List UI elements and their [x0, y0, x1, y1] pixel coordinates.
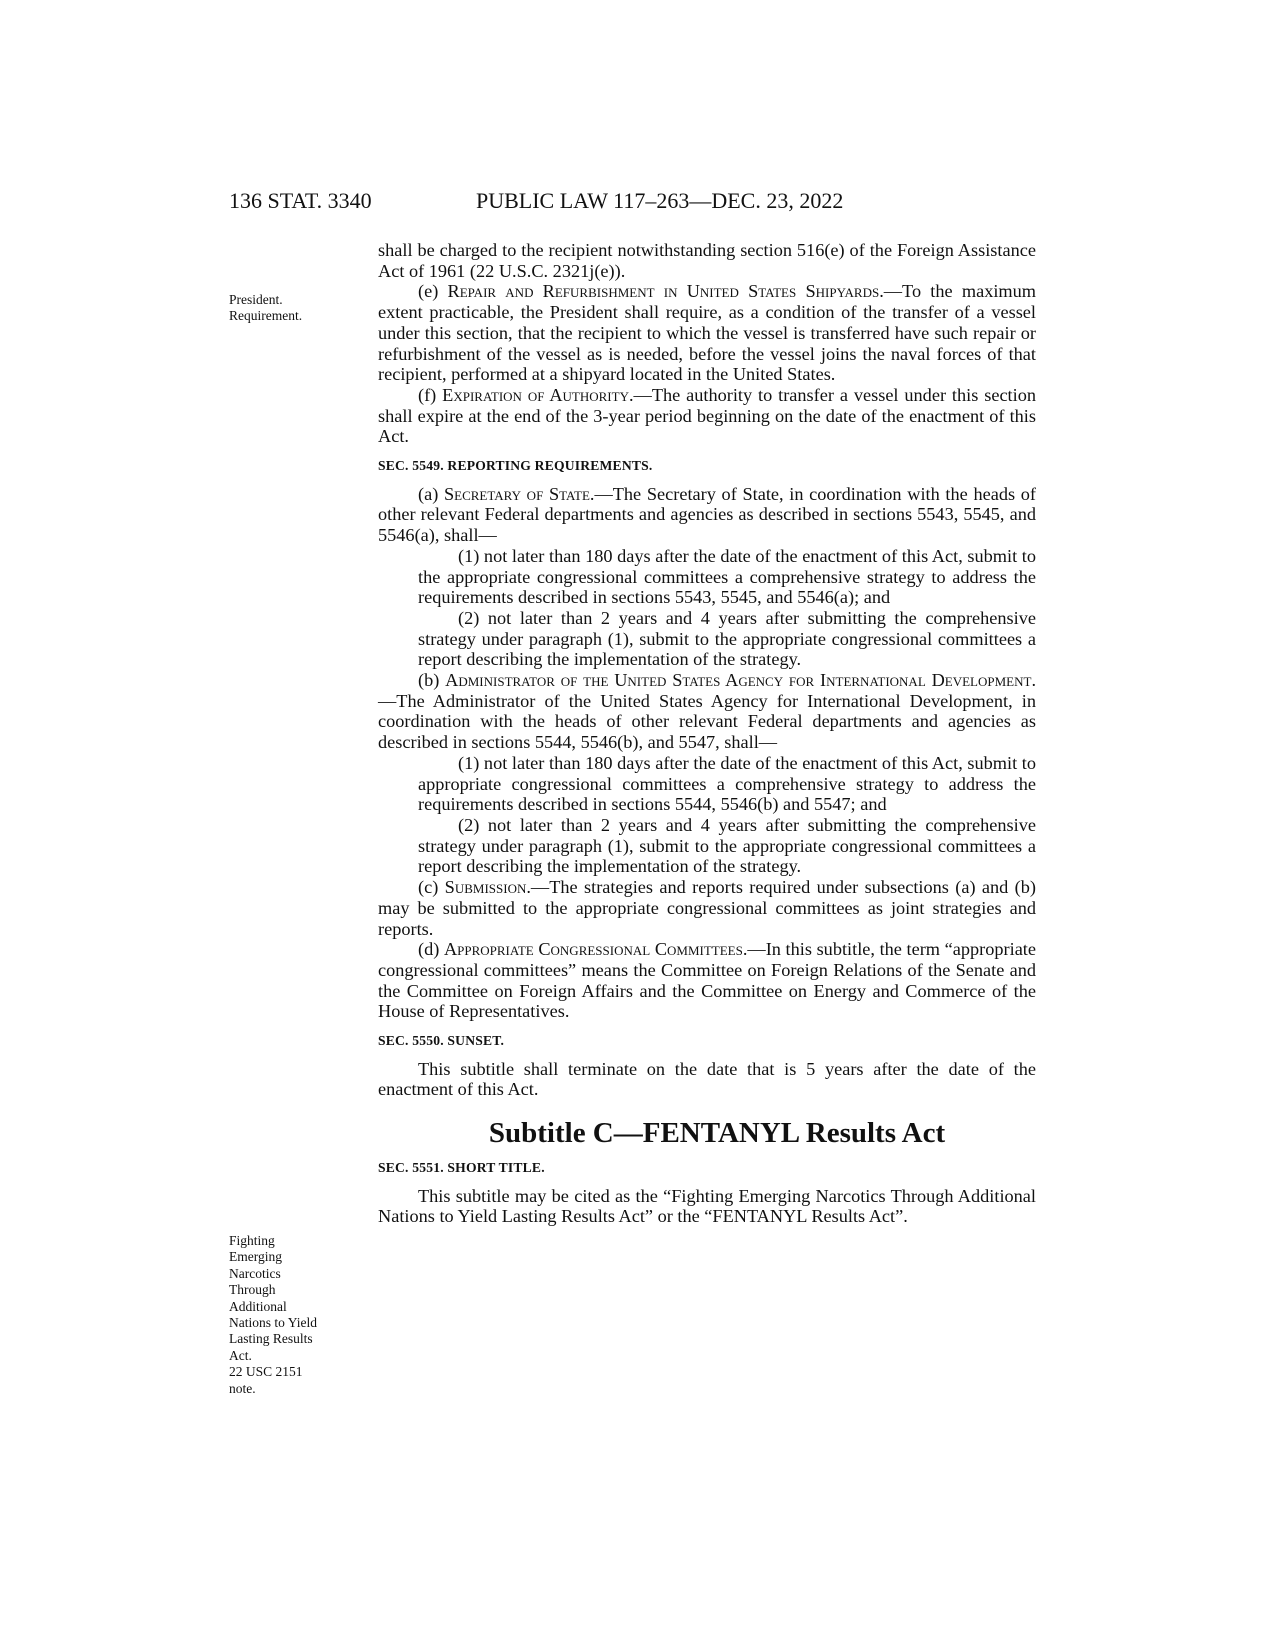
carryover-paragraph: shall be charged to the recipient notwithstanding section 516(e) of the Foreign Assistance Act of 1961 (22 U.S.C. 2321j(e)). [378, 240, 1036, 281]
subtitle-c-heading: Subtitle C—FENTANYL Results Act [488, 1117, 946, 1150]
margin-note-line: Requirement. [229, 308, 303, 324]
subsection-text: .—To the maximum extent practicable, the President shall require, as a condition of the transfer of a vessel under this section, that the recipient to which the vessel is transferred have such repair or refurbishment of the vessel as is needed, before the vessel joins the naval forces of that recipient, performed at a shipyard located in the United States. [378, 281, 1036, 385]
subsection-label: (c) [418, 877, 445, 898]
subsection-label: (a) [418, 483, 444, 504]
section-heading-5551: SEC. 5551. SHORT TITLE. [378, 1159, 545, 1175]
paragraph-b2: (2) not later than 2 years and 4 years after submitting the comprehensive strategy under paragraph (1), submit to the appropriate congressional committees a report describing the implementation of the strategy. [418, 814, 1036, 877]
margin-note-line: Narcotics [229, 1265, 281, 1281]
subsection-heading: Secretary of State [443, 483, 590, 504]
margin-note-line: 22 USC 2151 [229, 1364, 303, 1380]
margin-note-line: Additional [229, 1298, 287, 1314]
margin-note-line: President. [229, 292, 283, 307]
margin-note-line: Fighting [229, 1233, 275, 1248]
subsection-heading: Expiration of Authority [442, 384, 629, 405]
subsection-text: .—The strategies and reports required under subsections (a) and (b) may be submitted to the appropriate congressional committees as joint strategies and reports. [378, 877, 1036, 939]
subsection-heading: Appropriate Congressional Committees [443, 939, 743, 960]
margin-note-line: Nations to Yield [229, 1315, 317, 1331]
section-heading-5549: SEC. 5549. REPORTING REQUIREMENTS. [378, 458, 653, 474]
paragraph-a1: (1) not later than 180 days after the date of the enactment of this Act, submit to the appropriate congressional committees a comprehensive strategy to address the requirements described in sections 5543, 5545, and 5546(a); and [418, 545, 1036, 608]
stat-page-number: 136 STAT. 3340 [229, 188, 372, 213]
paragraph-a2: (2) not later than 2 years and 4 years after submitting the comprehensive strategy under paragraph (1), submit to the appropriate congressional committees a report describing the implementation of the strategy. [418, 607, 1036, 670]
subsection-heading: Administrator of the United States Agency for International Development [445, 670, 1032, 691]
subsection-text: .—The authority to transfer a vessel under this section shall expire at the end of the 3-year period beginning on the date of the enactment of this Act. [378, 384, 1036, 447]
paragraph-b1: (1) not later than 180 days after the date of the enactment of this Act, submit to appropriate congressional committees a comprehensive strategy to address the requirements described in sections 5544, 5546(b) and 5547; and [418, 752, 1036, 815]
subsection-label: (e) [418, 281, 448, 302]
subsection-heading: Submission [444, 877, 527, 898]
subsection-e [378, 281, 1036, 385]
margin-note-fentanyl [229, 1233, 317, 1397]
subsection-label: (f) [418, 384, 443, 405]
subsection-f [378, 385, 1036, 447]
subsection-text: .—In this subtitle, the term “appropriate congressional committees” means the Committee on Foreign Relations of the Senate and the Committee on Foreign Affairs and the Committee on Energy and Commerce of the House of Representatives. [378, 939, 1036, 1022]
short-title-paragraph: This subtitle may be cited as the “Fighting Emerging Narcotics Through Additional Nations to Yield Lasting Results Act” or the “FENTANYL Results Act”. [378, 1185, 1036, 1227]
margin-note-line: Act. [229, 1347, 252, 1363]
subsection-c [378, 877, 1036, 939]
main-text [378, 240, 1036, 1227]
subsection-d [378, 939, 1036, 1022]
subsection-a [378, 484, 1036, 546]
subsection-text: .—The Administrator of the United States Agency for International Development, in coordination with the heads of other relevant Federal departments and agencies as described in sections 5544, 5546(b), and 5547, shall— [378, 670, 1037, 753]
margin-note-line: note. [229, 1380, 256, 1396]
subsection-label: (b) [418, 670, 446, 691]
section-heading-5550: SEC. 5550. SUNSET. [378, 1033, 505, 1049]
sunset-paragraph: This subtitle shall terminate on the date that is 5 years after the date of the enactment of this Act. [378, 1058, 1036, 1100]
running-title: PUBLIC LAW 117–263—DEC. 23, 2022 [476, 188, 844, 213]
subsection-text: .—The Secretary of State, in coordination with the heads of other relevant Federal departments and agencies as described in sections 5543, 5545, and 5546(a), shall— [378, 483, 1036, 546]
margin-note-line: Through [229, 1282, 276, 1298]
margin-note-president [229, 292, 302, 325]
subsection-heading: Repair and Refurbishment in United States Shipyards [447, 281, 880, 302]
margin-note-line: Lasting Results [229, 1331, 313, 1347]
subsection-b [378, 670, 1036, 753]
margin-note-line: Emerging [229, 1249, 282, 1265]
subsection-label: (d) [418, 939, 444, 960]
